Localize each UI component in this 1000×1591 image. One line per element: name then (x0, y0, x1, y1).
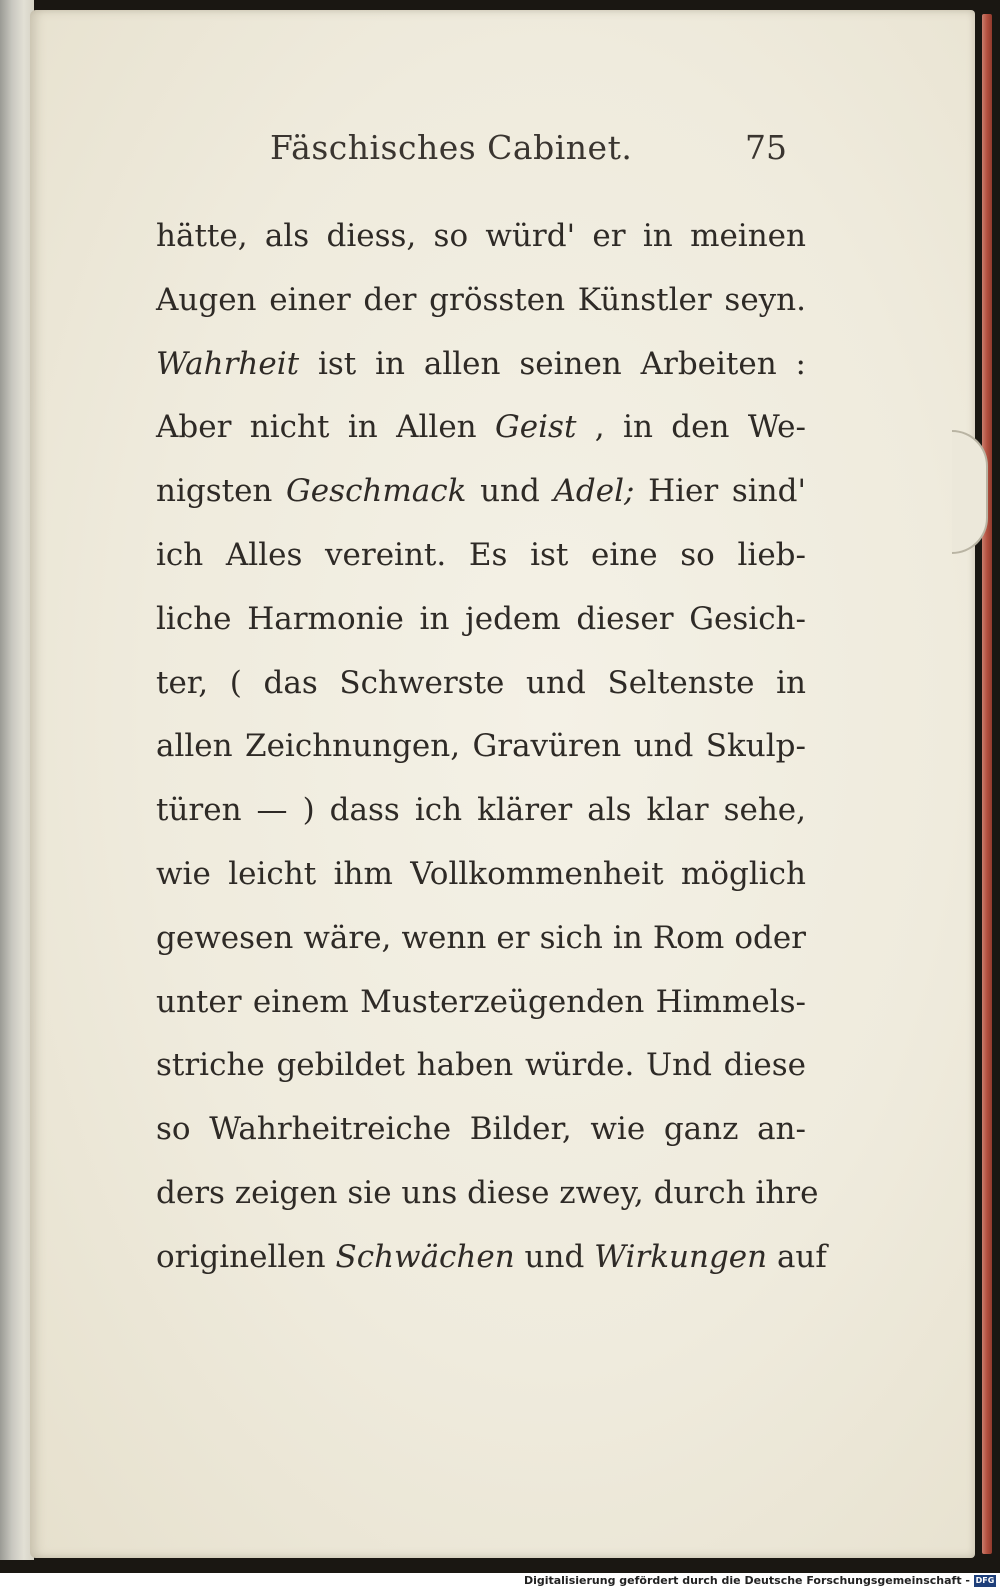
text-line (156, 205, 806, 269)
book-binding (0, 0, 34, 1560)
text-line (156, 1226, 827, 1290)
text-run: originellen (156, 1238, 336, 1275)
text-run: so Wahrheitreiche Bilder, wie ganz an- (156, 1111, 806, 1148)
text-line (156, 269, 806, 333)
text-run: ders zeigen sie uns diese zwey, durch ihre (156, 1174, 819, 1211)
text-line (156, 1034, 806, 1098)
text-run: und (514, 1238, 595, 1275)
text-run: unter einem Musterzeügenden Himmels- (156, 983, 806, 1020)
italic-text: Geist (495, 409, 577, 446)
text-line (156, 1162, 819, 1226)
red-page-edge (982, 14, 992, 1554)
italic-text: Adel; (553, 473, 635, 510)
text-line (156, 524, 806, 588)
text-line (156, 460, 806, 524)
text-line (156, 971, 806, 1035)
text-line (156, 1098, 806, 1162)
text-run: hätte, als diess, so würd' er in meinen (156, 218, 806, 254)
text-run: liche Harmonie in jedem dieser Gesich- (156, 600, 806, 637)
text-line (156, 843, 806, 907)
text-run: türen — ) dass ich klärer als klar sehe, (156, 792, 806, 829)
text-line (156, 715, 806, 779)
text-line (156, 779, 806, 843)
italic-text: Wahrheit (156, 345, 300, 382)
text-line (156, 396, 806, 460)
text-run: gewesen wäre, wenn er sich in Rom oder (156, 919, 806, 956)
text-run: und (466, 473, 554, 510)
text-run: auf (767, 1238, 827, 1275)
dfg-logo: DFG (975, 1576, 995, 1585)
page-number: 75 (745, 128, 787, 167)
body-text (156, 205, 827, 1290)
text-run: Aber nicht in Allen (156, 409, 496, 446)
text-line (156, 652, 806, 716)
text-line (156, 907, 806, 971)
text-run: striche gebildet haben würde. Und diese (156, 1047, 806, 1084)
text-run: allen Zeichnungen, Gravüren und Skulp- (156, 728, 806, 765)
text-run: nigsten (156, 473, 287, 510)
page-header (270, 128, 810, 178)
page-tab-mark (952, 430, 988, 554)
italic-text: Geschmack (286, 473, 467, 510)
text-run: wie leicht ihm Vollkommenheit möglich (156, 855, 806, 892)
text-line (156, 588, 806, 652)
footer-credit: Digitalisierung gefördert durch die Deutsche Forschungsgemeinschaft - (523, 1574, 970, 1587)
running-head: Fäschisches Cabinet. (270, 128, 633, 167)
text-run: ich Alles vereint. Es ist eine so lieb- (156, 536, 806, 573)
text-run: Augen einer der grössten Künstler seyn. (156, 281, 806, 318)
text-line (156, 333, 806, 397)
italic-text: Schwächen (335, 1238, 515, 1275)
italic-text: Wirkungen (594, 1238, 768, 1275)
text-run: ter, ( das Schwerste und Seltenste in (156, 664, 806, 701)
text-run: , in den We- (576, 409, 806, 446)
text-run: Hier sind' (634, 473, 806, 510)
text-run: ist in allen seinen Arbeiten : (299, 345, 806, 382)
